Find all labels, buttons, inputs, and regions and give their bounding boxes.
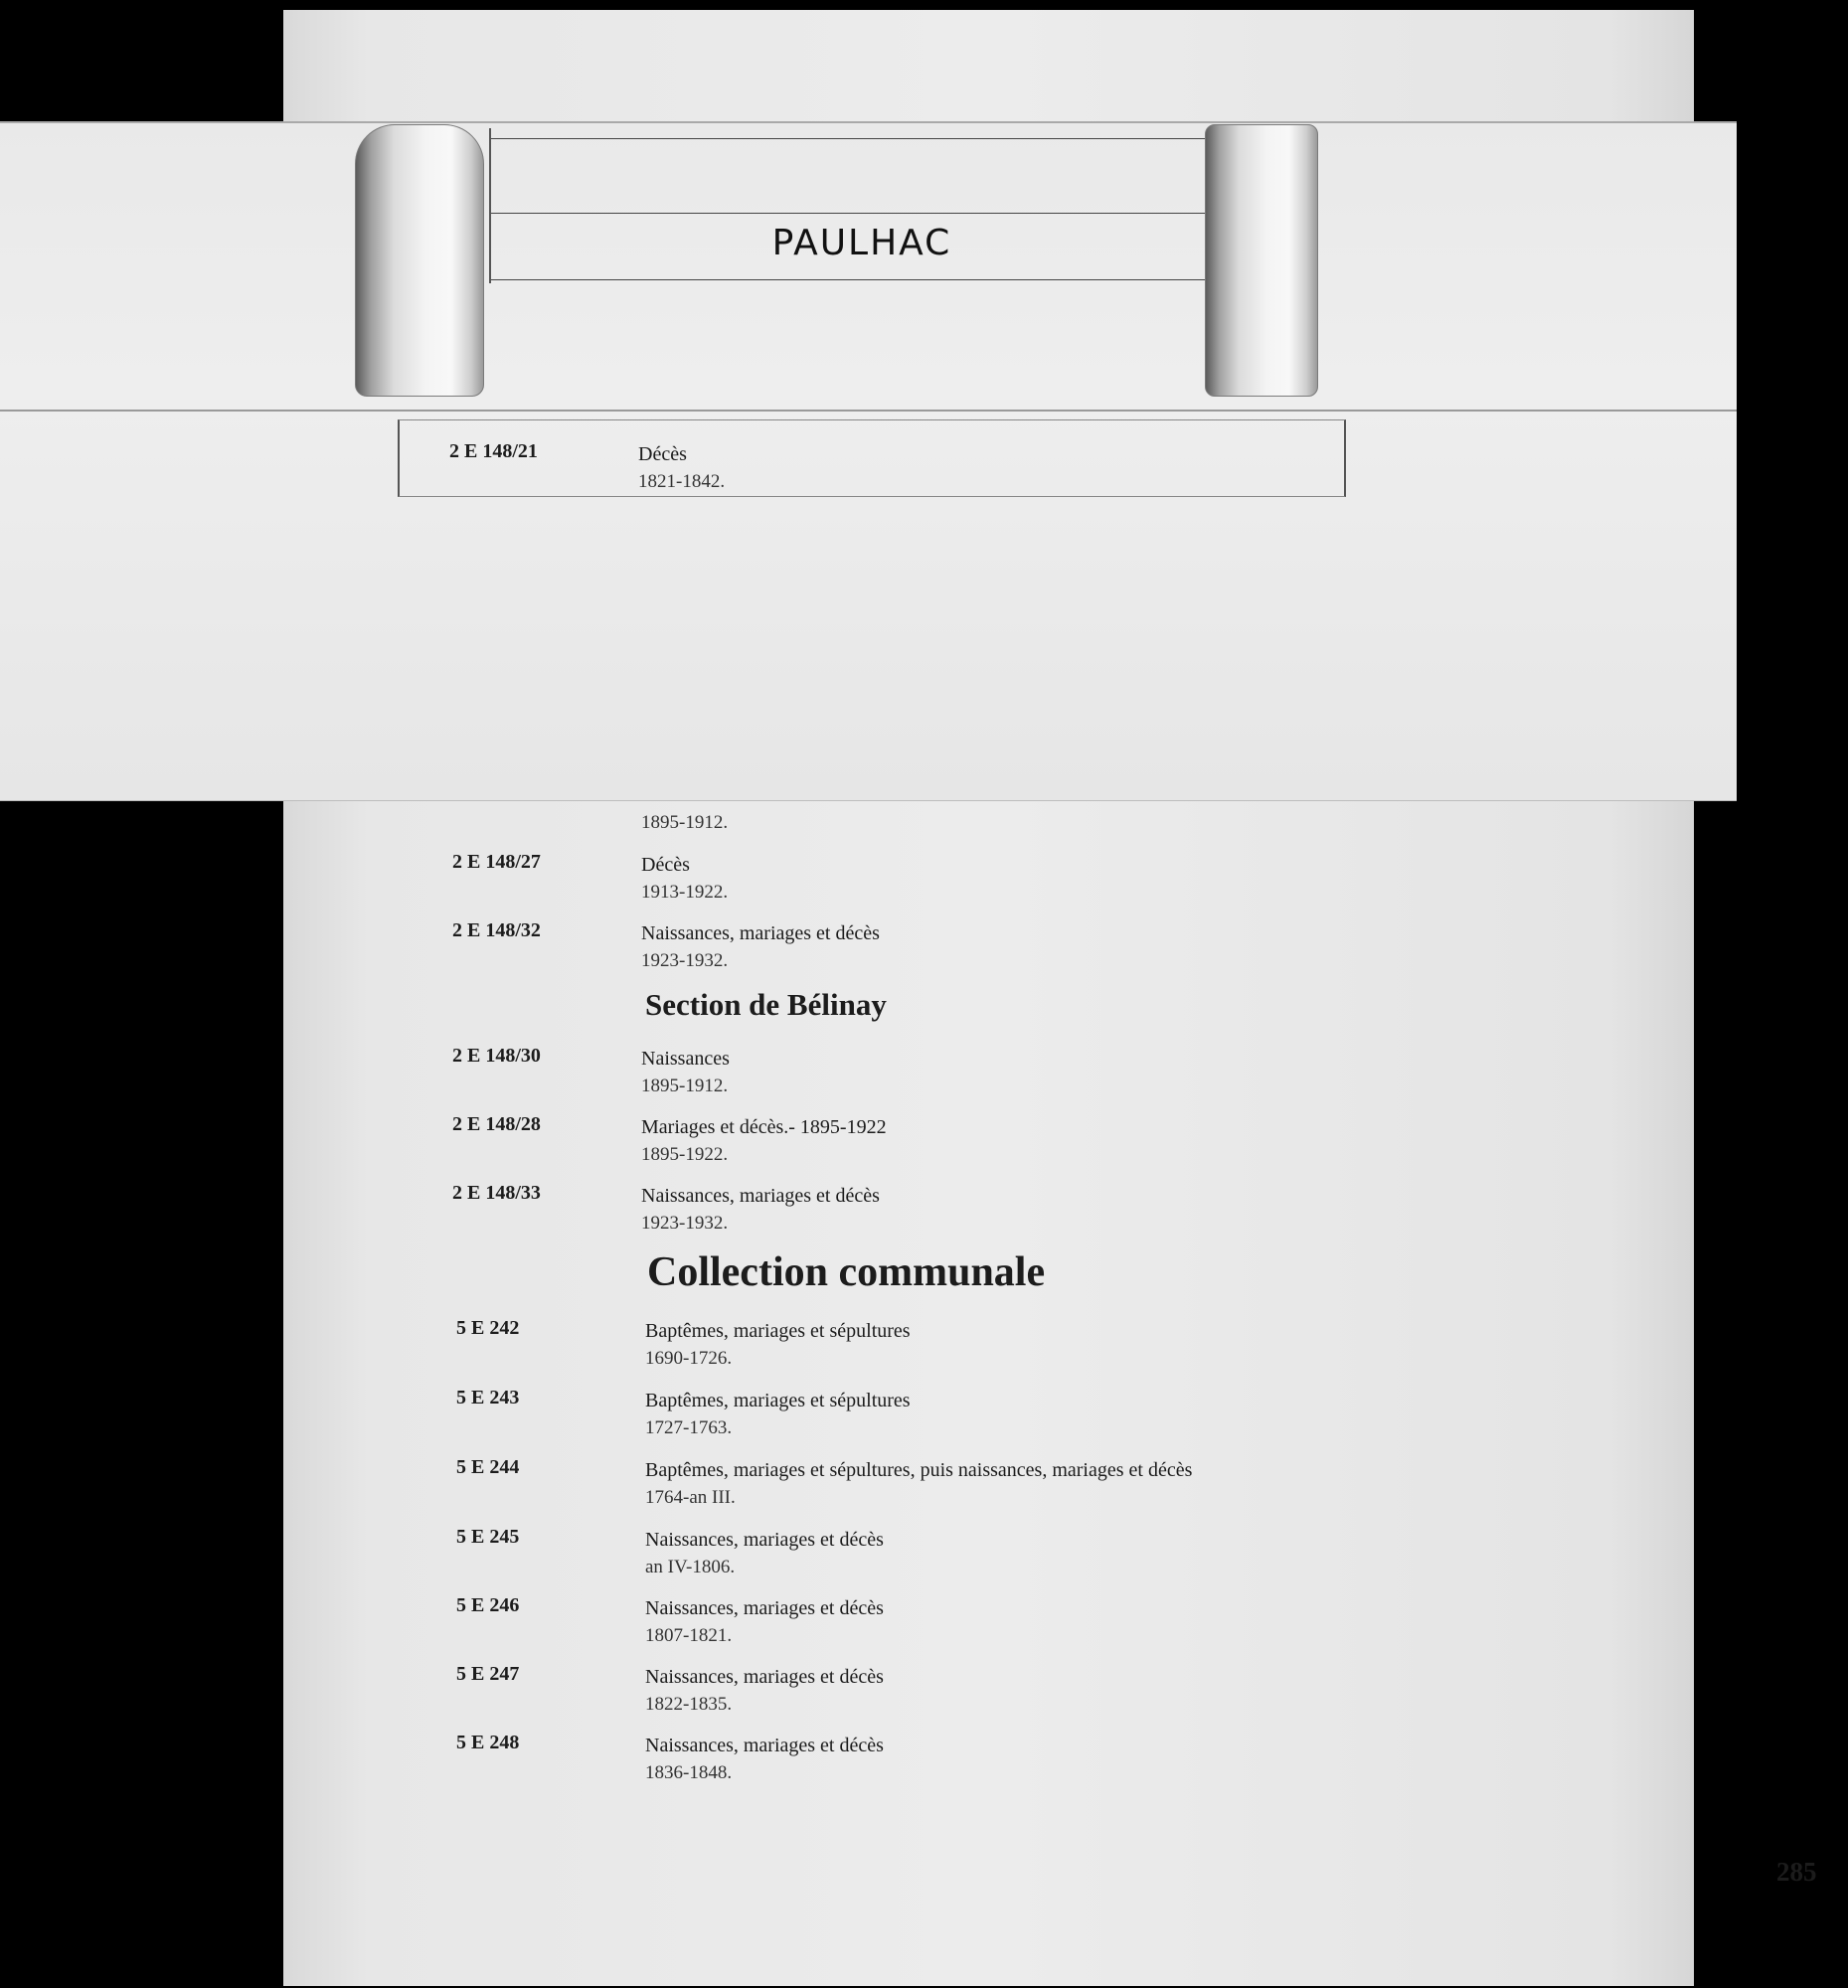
entry-cote: 2 E 148/28: [452, 1113, 541, 1135]
overlay-edge: [0, 121, 1737, 123]
entry-dates: 1913-1922.: [641, 882, 729, 903]
page-number: 285: [1776, 1857, 1817, 1887]
entry-label: Décès: [638, 443, 687, 465]
entry-label: Naissances, mariages et décès: [645, 1666, 884, 1688]
entry-label: Mariages et décès.- 1895-1922: [641, 1116, 887, 1138]
entry-dates: 1923-1932.: [641, 1213, 729, 1234]
entry-cote: 5 E 247: [456, 1663, 520, 1685]
partial-entry-dates: 1895-1912.: [641, 812, 729, 833]
entry-cote: 5 E 248: [456, 1732, 520, 1753]
entry-label: Naissances, mariages et décès: [645, 1597, 884, 1619]
taped-overlay: [0, 121, 1737, 800]
entry-cote: 5 E 245: [456, 1526, 520, 1548]
overlay-fold: [0, 410, 1737, 412]
entry-dates: an IV-1806.: [645, 1557, 736, 1577]
entry-cote: 2 E 148/33: [452, 1182, 541, 1204]
entry-dates: 1807-1821.: [645, 1625, 733, 1646]
commune-title: PAULHAC: [771, 223, 952, 263]
entry-dates: 1822-1835.: [645, 1694, 733, 1715]
section-heading: Section de Bélinay: [645, 987, 887, 1022]
entry-dates: 1821-1842.: [638, 471, 726, 492]
entry-label: Naissances: [641, 1048, 730, 1070]
entry-cote: 2 E 148/30: [452, 1045, 541, 1067]
entry-cote: 5 E 246: [456, 1594, 520, 1616]
entry-cote: 2 E 148/32: [452, 919, 541, 941]
entry-label: Naissances, mariages et décès: [641, 1185, 880, 1207]
entry-cote: 5 E 243: [456, 1387, 520, 1408]
adhesive-tape-left: [355, 124, 484, 397]
entry-cote: 2 E 148/21: [449, 440, 538, 462]
entry-dates: 1895-1922.: [641, 1144, 729, 1165]
entry-label: Naissances, mariages et décès: [645, 1735, 884, 1756]
entry-dates: 1895-1912.: [641, 1076, 729, 1096]
entry-label: Naissances, mariages et décès: [645, 1529, 884, 1551]
entry-dates: 1727-1763.: [645, 1417, 733, 1438]
entry-label: Baptêmes, mariages et sépultures: [645, 1320, 911, 1342]
entry-label: Naissances, mariages et décès: [641, 922, 880, 944]
entry-dates: 1764-an III.: [645, 1487, 736, 1508]
entry-dates: 1836-1848.: [645, 1762, 733, 1783]
entry-dates: 1923-1932.: [641, 950, 729, 971]
entry-label: Baptêmes, mariages et sépultures, puis naissances, mariages et décès: [645, 1459, 1193, 1481]
entry-cote: 5 E 244: [456, 1456, 520, 1478]
entry-cote: 5 E 242: [456, 1317, 520, 1339]
entry-dates: 1690-1726.: [645, 1348, 733, 1369]
title-box: [489, 128, 1234, 283]
collection-heading: Collection communale: [647, 1249, 1046, 1295]
entry-label: Baptêmes, mariages et sépultures: [645, 1390, 911, 1411]
entry-label: Décès: [641, 854, 690, 876]
adhesive-tape-right: [1205, 124, 1318, 397]
entry-cote: 2 E 148/27: [452, 851, 541, 873]
overlay-entry-row: [398, 419, 1346, 497]
